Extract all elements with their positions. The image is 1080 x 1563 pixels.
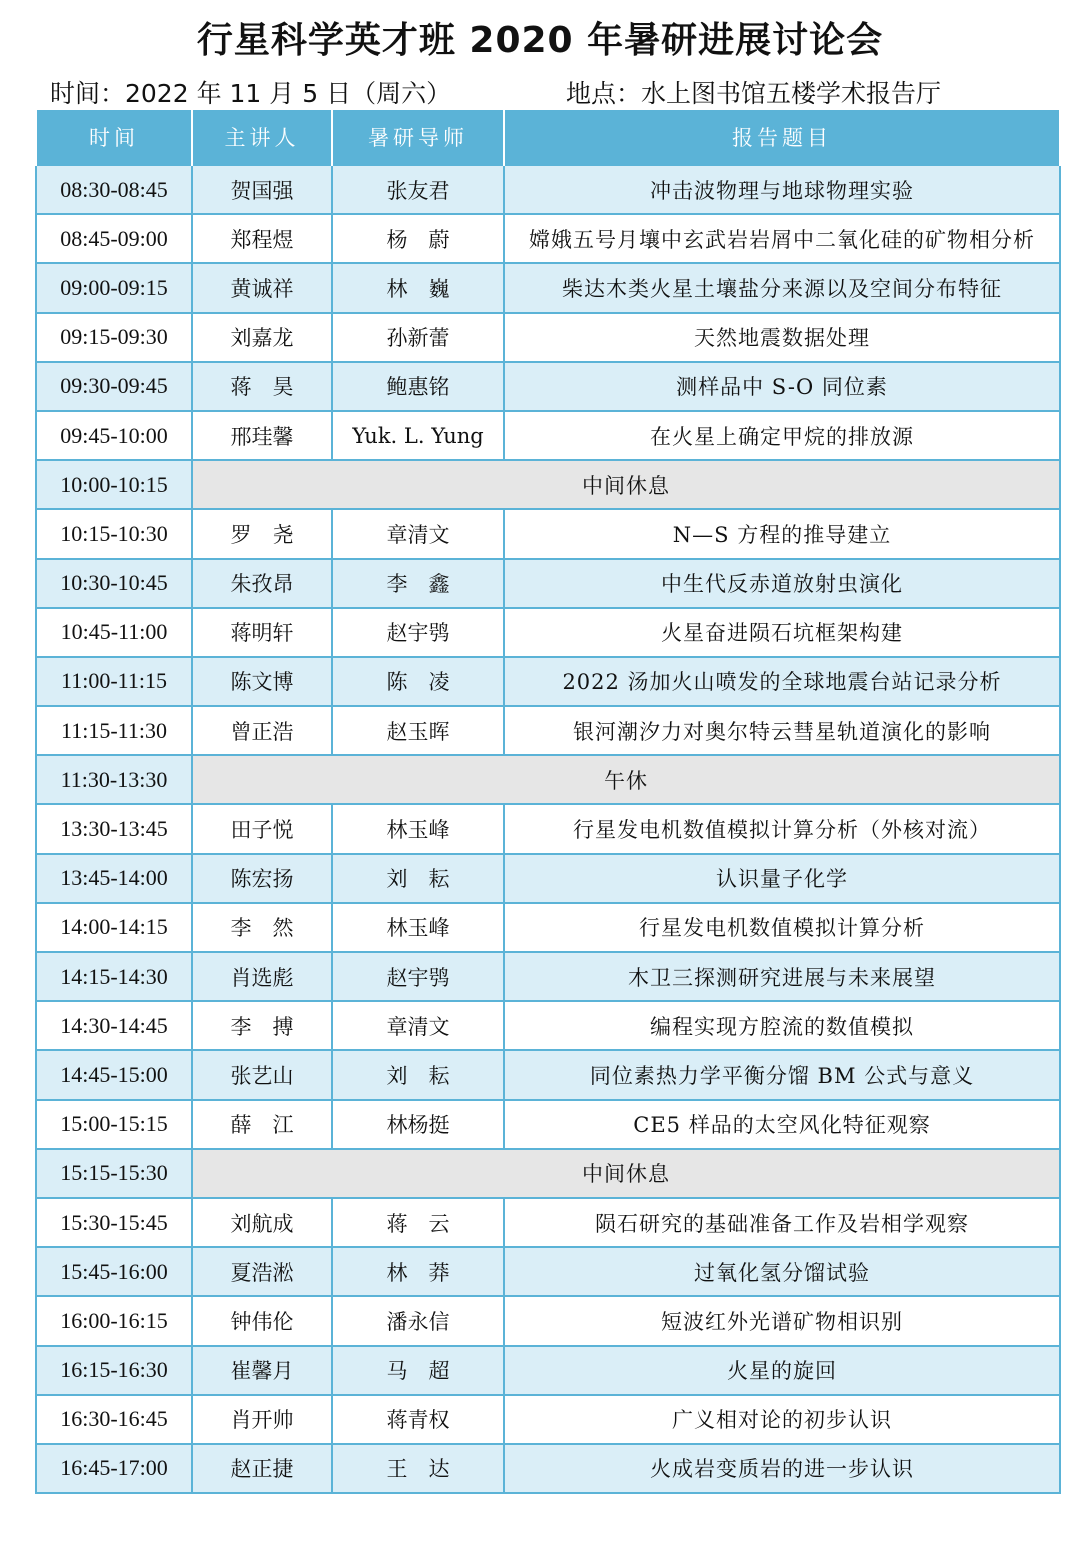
cell-time: 09:00-09:15 (36, 263, 192, 312)
cell-topic: 行星发电机数值模拟计算分析（外核对流） (504, 804, 1060, 853)
cell-topic: 编程实现方腔流的数值模拟 (504, 1001, 1060, 1050)
cell-speaker: 肖开帅 (192, 1395, 332, 1444)
cell-time: 14:45-15:00 (36, 1050, 192, 1099)
cell-topic: 2022 汤加火山喷发的全球地震台站记录分析 (504, 657, 1060, 706)
cell-advisor: 章清文 (332, 1001, 504, 1050)
cell-advisor: 林玉峰 (332, 903, 504, 952)
table-row (36, 854, 1060, 903)
cell-advisor: 赵宇鸮 (332, 952, 504, 1001)
cell-time: 13:30-13:45 (36, 804, 192, 853)
cell-time: 16:15-16:30 (36, 1346, 192, 1395)
table-header-row (36, 110, 1060, 165)
cell-topic: 过氧化氢分馏试验 (504, 1247, 1060, 1296)
event-location: 地点：水上图书馆五楼学术报告厅 (566, 79, 942, 108)
cell-speaker: 陈宏扬 (192, 854, 332, 903)
cell-time: 09:45-10:00 (36, 411, 192, 460)
cell-time: 11:30-13:30 (36, 755, 192, 804)
cell-topic: 认识量子化学 (504, 854, 1060, 903)
cell-advisor: 林 巍 (332, 263, 504, 312)
table-row (36, 313, 1060, 362)
cell-break: 中间休息 (192, 460, 1060, 509)
cell-topic: 陨石研究的基础准备工作及岩相学观察 (504, 1198, 1060, 1247)
table-row (36, 263, 1060, 312)
cell-advisor: 陈 凌 (332, 657, 504, 706)
cell-speaker: 李 然 (192, 903, 332, 952)
table-row (36, 1001, 1060, 1050)
column-header-speaker: 主讲人 (192, 110, 332, 165)
cell-speaker: 刘嘉龙 (192, 313, 332, 362)
cell-advisor: 李 鑫 (332, 559, 504, 608)
break-row (36, 1149, 1060, 1198)
cell-speaker: 赵正捷 (192, 1444, 332, 1493)
column-header-advisor: 暑研导师 (332, 110, 504, 165)
cell-topic: 中生代反赤道放射虫演化 (504, 559, 1060, 608)
cell-topic: 火星的旋回 (504, 1346, 1060, 1395)
table-row (36, 1198, 1060, 1247)
cell-speaker: 罗 尧 (192, 509, 332, 558)
page-title: 行星科学英才班 2020 年暑研进展讨论会 (196, 20, 884, 61)
cell-topic: 行星发电机数值模拟计算分析 (504, 903, 1060, 952)
cell-topic: 火成岩变质岩的进一步认识 (504, 1444, 1060, 1493)
cell-time: 10:45-11:00 (36, 608, 192, 657)
break-row (36, 755, 1060, 804)
cell-advisor: 章清文 (332, 509, 504, 558)
cell-advisor: 蒋青权 (332, 1395, 504, 1444)
cell-time: 14:30-14:45 (36, 1001, 192, 1050)
column-header-time: 时间 (36, 110, 192, 165)
cell-speaker: 朱孜昂 (192, 559, 332, 608)
cell-topic: 测样品中 S-O 同位素 (504, 362, 1060, 411)
cell-topic: 在火星上确定甲烷的排放源 (504, 411, 1060, 460)
cell-topic: N—S 方程的推导建立 (504, 509, 1060, 558)
cell-advisor: 林杨挺 (332, 1100, 504, 1149)
cell-time: 16:30-16:45 (36, 1395, 192, 1444)
cell-topic: 短波红外光谱矿物相识别 (504, 1296, 1060, 1345)
cell-advisor: 刘 耘 (332, 1050, 504, 1099)
cell-time: 14:00-14:15 (36, 903, 192, 952)
cell-speaker: 田子悦 (192, 804, 332, 853)
table-row (36, 1050, 1060, 1099)
cell-speaker: 夏浩淞 (192, 1247, 332, 1296)
cell-topic: 柴达木类火星土壤盐分来源以及空间分布特征 (504, 263, 1060, 312)
cell-speaker: 蒋明轩 (192, 608, 332, 657)
cell-time: 11:00-11:15 (36, 657, 192, 706)
cell-advisor: 王 达 (332, 1444, 504, 1493)
cell-speaker: 邢珪馨 (192, 411, 332, 460)
table-row (36, 657, 1060, 706)
cell-time: 09:15-09:30 (36, 313, 192, 362)
cell-speaker: 黄诚祥 (192, 263, 332, 312)
table-row (36, 165, 1060, 214)
cell-advisor: Yuk. L. Yung (332, 411, 504, 460)
cell-time: 08:30-08:45 (36, 165, 192, 214)
cell-advisor: 林 莽 (332, 1247, 504, 1296)
table-row (36, 608, 1060, 657)
cell-advisor: 马 超 (332, 1346, 504, 1395)
cell-time: 11:15-11:30 (36, 706, 192, 755)
table-row (36, 1395, 1060, 1444)
cell-advisor: 张友君 (332, 165, 504, 214)
cell-speaker: 曾正浩 (192, 706, 332, 755)
cell-advisor: 蒋 云 (332, 1198, 504, 1247)
event-time: 时间：2022 年 11 月 5 日（周六） (50, 79, 452, 108)
column-header-topic: 报告题目 (504, 110, 1060, 165)
cell-topic: 嫦娥五号月壤中玄武岩岩屑中二氧化硅的矿物相分析 (504, 214, 1060, 263)
table-row (36, 706, 1060, 755)
table-row (36, 1444, 1060, 1493)
cell-time: 10:15-10:30 (36, 509, 192, 558)
table-row (36, 1247, 1060, 1296)
cell-topic: 广义相对论的初步认识 (504, 1395, 1060, 1444)
cell-advisor: 赵宇鸮 (332, 608, 504, 657)
cell-advisor: 鲍惠铭 (332, 362, 504, 411)
table-row (36, 214, 1060, 263)
table-row (36, 903, 1060, 952)
table-row (36, 559, 1060, 608)
cell-speaker: 肖选彪 (192, 952, 332, 1001)
cell-advisor: 潘永信 (332, 1296, 504, 1345)
cell-speaker: 刘航成 (192, 1198, 332, 1247)
schedule-table (35, 110, 1061, 1494)
cell-break: 中间休息 (192, 1149, 1060, 1198)
cell-speaker: 钟伟伦 (192, 1296, 332, 1345)
cell-topic: 火星奋进陨石坑框架构建 (504, 608, 1060, 657)
cell-speaker: 贺国强 (192, 165, 332, 214)
cell-time: 16:00-16:15 (36, 1296, 192, 1345)
cell-topic: 冲击波物理与地球物理实验 (504, 165, 1060, 214)
cell-topic: 木卫三探测研究进展与未来展望 (504, 952, 1060, 1001)
cell-advisor: 刘 耘 (332, 854, 504, 903)
cell-topic: 银河潮汐力对奥尔特云彗星轨道演化的影响 (504, 706, 1060, 755)
table-row (36, 1346, 1060, 1395)
cell-time: 10:00-10:15 (36, 460, 192, 509)
cell-topic: 天然地震数据处理 (504, 313, 1060, 362)
cell-time: 16:45-17:00 (36, 1444, 192, 1493)
cell-break: 午休 (192, 755, 1060, 804)
cell-advisor: 林玉峰 (332, 804, 504, 853)
cell-advisor: 杨 蔚 (332, 214, 504, 263)
cell-time: 15:30-15:45 (36, 1198, 192, 1247)
cell-speaker: 李 搏 (192, 1001, 332, 1050)
cell-speaker: 崔馨月 (192, 1346, 332, 1395)
cell-time: 08:45-09:00 (36, 214, 192, 263)
cell-time: 15:00-15:15 (36, 1100, 192, 1149)
cell-speaker: 蒋 昊 (192, 362, 332, 411)
table-row (36, 952, 1060, 1001)
cell-topic: CE5 样品的太空风化特征观察 (504, 1100, 1060, 1149)
cell-time: 09:30-09:45 (36, 362, 192, 411)
cell-time: 15:45-16:00 (36, 1247, 192, 1296)
cell-advisor: 赵玉晖 (332, 706, 504, 755)
table-row (36, 411, 1060, 460)
cell-speaker: 张艺山 (192, 1050, 332, 1099)
cell-speaker: 陈文博 (192, 657, 332, 706)
table-row (36, 1100, 1060, 1149)
cell-speaker: 薛 江 (192, 1100, 332, 1149)
table-row (36, 362, 1060, 411)
table-row (36, 1296, 1060, 1345)
cell-time: 13:45-14:00 (36, 854, 192, 903)
table-row (36, 509, 1060, 558)
cell-time: 14:15-14:30 (36, 952, 192, 1001)
cell-topic: 同位素热力学平衡分馏 BM 公式与意义 (504, 1050, 1060, 1099)
cell-advisor: 孙新蕾 (332, 313, 504, 362)
cell-time: 15:15-15:30 (36, 1149, 192, 1198)
cell-speaker: 郑程煜 (192, 214, 332, 263)
cell-time: 10:30-10:45 (36, 559, 192, 608)
break-row (36, 460, 1060, 509)
table-row (36, 804, 1060, 853)
